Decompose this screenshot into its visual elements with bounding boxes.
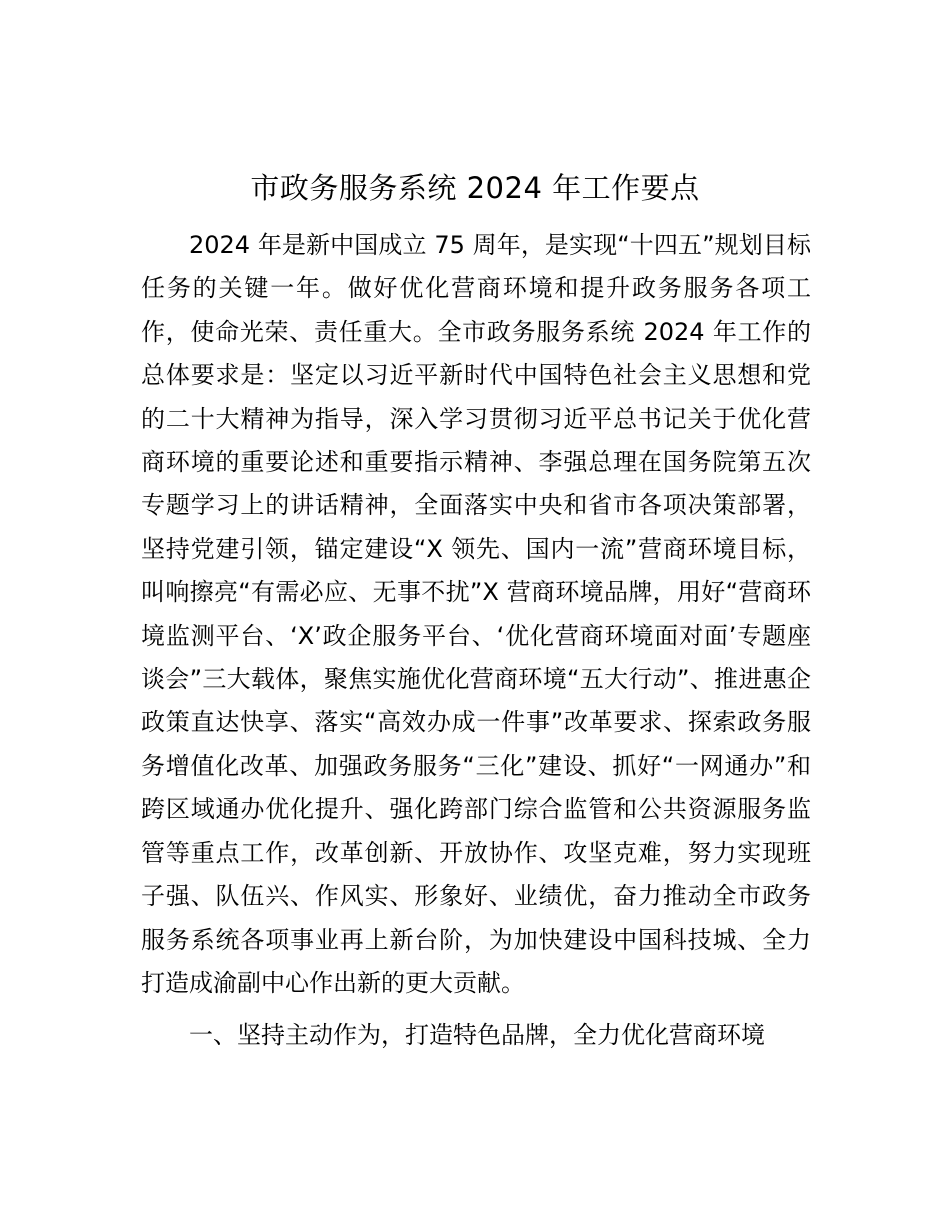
intro-paragraph: 2024 年是新中国成立 75 周年，是实现“十四五”规划目标任务的关键一年。做好优化营商环境和提升政务服务各项工作，使命光荣、责任重大。全市政务服务系统 2024 年工作的总体要求是：坚定以习近平新时代中国特色社会主义思想和党的二十大精神为指导，深入学习贯彻习近平总书记关于优化营商环境的重要论述和重要指示精神、李强总理在国务院第五次专题学习上的讲话精神，全面落实中央和省市各项决策部署，坚持党建引领，锚定建设“X 领先、国内一流”营商环境目标，叫响擦亮“有需必应、无事不扰”X 营商环境品牌，用好“营商环境监测平台、‘X’政企服务平台、‘优化营商环境面对面’专题座谈会”三大载体，聚焦实施优化营商环境“五大行动”、推进惠企政策直达快享、落实“高效办成一件事”改革要求、探索政务服务增值化改革、加强政务服务“三化”建设、抓好“一网通办”和跨区域通办优化提升、强化跨部门综合监管和公共资源服务监管等重点工作，改革创新、开放协作、攻坚克难，努力实现班子强、队伍兴、作风实、形象好、业绩优，奋力推动全市政务服务系统各项事业再上新台阶，为加快建设中国科技城、全力打造成渝副中心作出新的更大贡献。	[141, 231, 811, 997]
section-heading: 一、坚持主动作为，打造特色品牌，全力优化营商环境	[189, 1021, 765, 1049]
document-title: 市政务服务系统 2024 年工作要点	[250, 171, 700, 205]
